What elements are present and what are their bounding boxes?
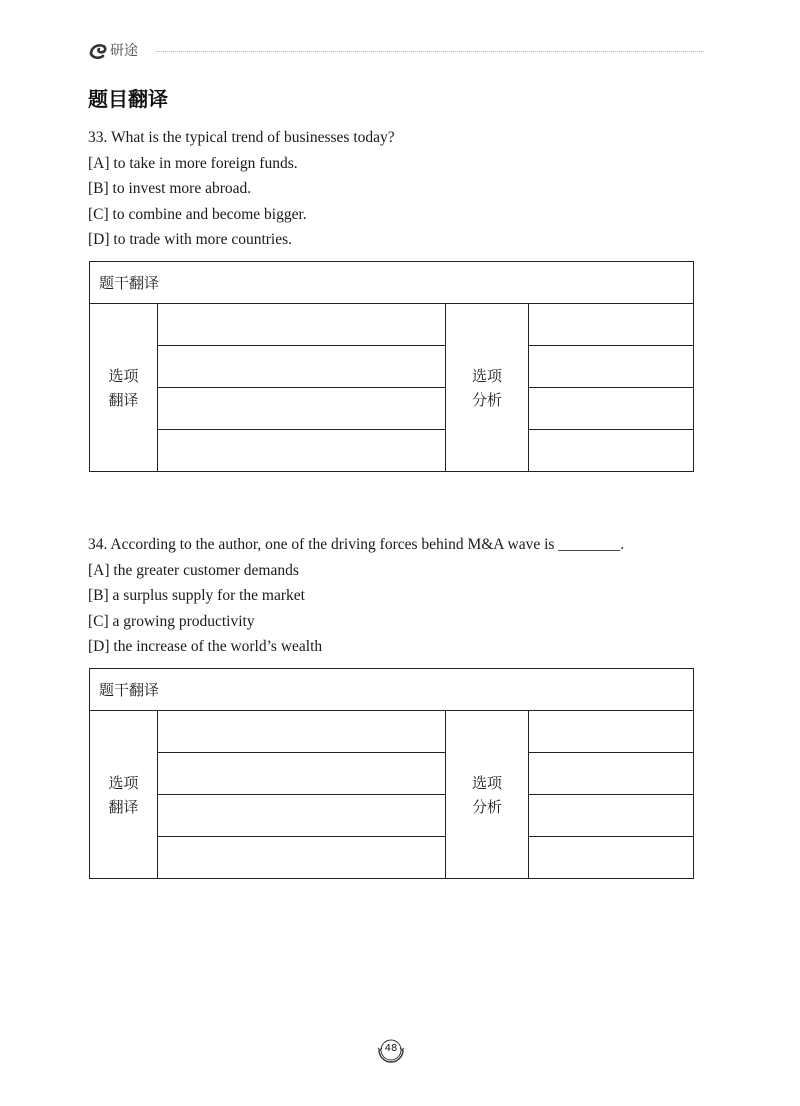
option-analysis-cell-d[interactable] <box>529 837 694 879</box>
option-translation-cell-a[interactable] <box>158 711 446 753</box>
option-translation-label: 选项 翻译 <box>90 304 158 472</box>
option-d: [D] to trade with more countries. <box>88 231 293 249</box>
option-analysis-label: 选项 分析 <box>446 304 529 472</box>
section-title: 题目翻译 <box>88 87 168 111</box>
translation-table-34 <box>89 668 694 879</box>
logo-text: 研途 <box>110 43 138 59</box>
page-number: 48 <box>377 1038 405 1064</box>
option-analysis-cell-a[interactable] <box>529 711 694 753</box>
header-divider <box>156 51 704 52</box>
option-analysis-cell-c[interactable] <box>529 388 694 430</box>
question-stem: 34. According to the author, one of the driving forces behind M&A wave is ________. <box>88 536 625 553</box>
option-a: [A] the greater customer demands <box>88 561 299 579</box>
stem-translation-label: 题干翻译 <box>90 669 694 711</box>
stem-translation-label: 题干翻译 <box>90 262 694 304</box>
question-33 <box>88 125 708 253</box>
swirl-logo-icon <box>88 42 108 60</box>
option-b: [B] a surplus supply for the market <box>88 587 305 605</box>
option-translation-cell-d[interactable] <box>158 837 446 879</box>
option-analysis-cell-d[interactable] <box>529 430 694 472</box>
option-d: [D] the increase of the world’s wealth <box>88 638 323 656</box>
option-analysis-cell-a[interactable] <box>529 304 694 346</box>
option-analysis-cell-c[interactable] <box>529 795 694 837</box>
option-b: [B] to invest more abroad. <box>88 180 252 198</box>
option-translation-cell-b[interactable] <box>158 753 446 795</box>
option-translation-cell-c[interactable] <box>158 388 446 430</box>
option-analysis-cell-b[interactable] <box>529 346 694 388</box>
option-translation-label: 选项 翻译 <box>90 711 158 879</box>
option-c: [C] a growing productivity <box>88 612 255 630</box>
option-c: [C] to combine and become bigger. <box>88 205 307 223</box>
question-stem: 33. What is the typical trend of businesses today? <box>88 129 395 146</box>
question-34 <box>88 532 708 660</box>
option-translation-cell-a[interactable] <box>158 304 446 346</box>
option-translation-cell-d[interactable] <box>158 430 446 472</box>
translation-table-33 <box>89 261 694 472</box>
option-a: [A] to take in more foreign funds. <box>88 154 298 172</box>
option-translation-cell-b[interactable] <box>158 346 446 388</box>
option-translation-cell-c[interactable] <box>158 795 446 837</box>
option-analysis-label: 选项 分析 <box>446 711 529 879</box>
page-header <box>88 40 704 64</box>
option-analysis-cell-b[interactable] <box>529 753 694 795</box>
